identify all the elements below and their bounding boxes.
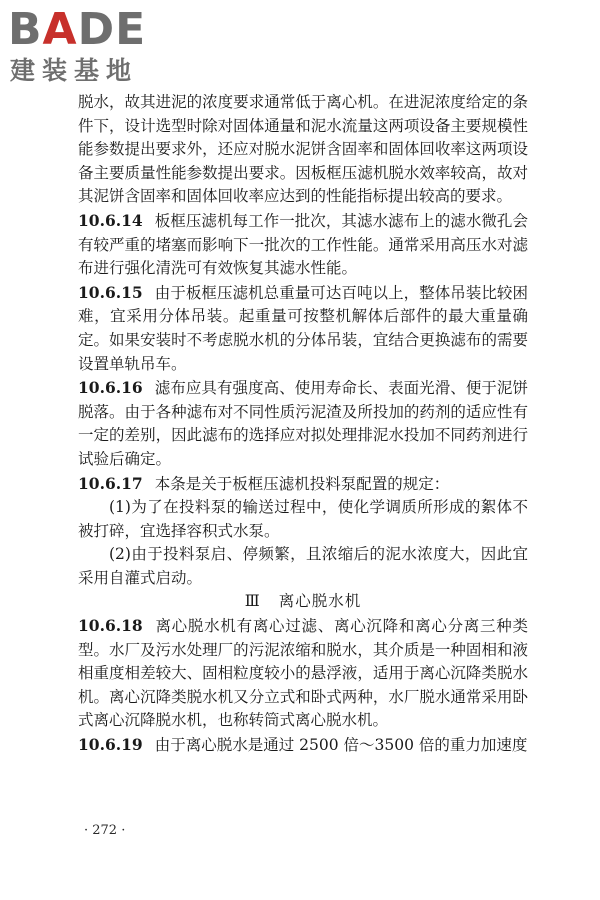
clause-10-6-19 — [78, 733, 528, 758]
logo-subtitle: 建装基地 — [10, 56, 139, 85]
clause-text: 离心脱水机有离心过滤、离心沉降和离心分离三种类型。水厂及污水处理厂的污泥浓缩和脱水，其介质是一种固相和液相重度相差较大、固相粒度较小的悬浮液，适用于离心沉降类脱水机。离心沉降类脱水机又分立式和卧式两种，水厂脱水通常采用卧式离心沉降脱水机，也称转筒式离心脱水机。 — [78, 617, 528, 730]
section-numeral: Ⅲ — [244, 592, 261, 611]
clause-text: 由于板框压滤机总重量可达百吨以上，整体吊装比较困难，宜采用分体吊装。起重量可按整机解体后部件的最大重量确定。如果安装时不考虑脱水机的分体吊装，宜结合更换滤布的需要设置单轨吊车。 — [78, 283, 528, 373]
document-body — [78, 91, 528, 758]
section-heading — [78, 590, 528, 614]
page-number: · 272 · — [84, 823, 126, 838]
clause-number: 10.6.17 — [78, 473, 143, 493]
clause-10-6-17 — [78, 472, 528, 497]
clause-text: 滤布应具有强度高、使用寿命长、表面光滑、便于泥饼脱落。由于各种滤布对不同性质污泥渣及所投加的药剂的适应性有一定的差别，因此滤布的选择应对拟处理排泥水投加不同药剂进行试验后确定。 — [78, 379, 528, 468]
clause-10-6-14 — [78, 209, 528, 281]
clause-item: (2)由于投料泵启、停频繁，且浓缩后的泥水浓度大，因此宜采用自灌式启动。 — [78, 545, 528, 587]
clause-10-6-18 — [78, 614, 528, 733]
clause-text: 本条是关于板框压滤机投料泵配置的规定： — [154, 474, 450, 493]
clause-number: 10.6.14 — [78, 210, 143, 230]
clause-text: 由于离心脱水是通过 2500 倍～3500 倍的重力加速度 — [154, 736, 528, 755]
clause-item: (1)为了在投料泵的输送过程中，使化学调质所形成的絮体不被打碎，宜选择容积式水泵。 — [78, 498, 528, 540]
clause-10-6-16 — [78, 376, 528, 471]
clause-number: 10.6.16 — [78, 378, 143, 398]
clause-text: 板框压滤机每工作一批次，其滤水滤布上的滤水微孔会有较严重的堵塞而影响下一批次的工作性能。通常采用高压水对滤布进行强化清洗可有效恢复其滤水性能。 — [78, 211, 528, 278]
publisher-logo — [8, 6, 178, 92]
logo-accent-letter: A — [42, 4, 78, 55]
section-title: 离心脱水机 — [278, 592, 362, 611]
clause-number: 10.6.19 — [78, 735, 143, 755]
clause-number: 10.6.15 — [78, 282, 143, 302]
logo-wordmark: BADE — [8, 4, 147, 55]
intro-paragraph: 脱水，故其进泥的浓度要求通常低于离心机。在进泥浓度给定的条件下，设计选型时除对固体通量和泥水流量这两项设备主要规模性能参数提出要求外，还应对脱水泥饼含固率和固体回收率这两项设备主要质量性能参数提出要求。因板框压滤机脱水效率较高，故对其泥饼含固率和固体回收率应达到的性能指标提出较高的要求。 — [78, 93, 528, 206]
clause-number: 10.6.18 — [78, 616, 143, 636]
clause-10-6-15 — [78, 281, 528, 376]
